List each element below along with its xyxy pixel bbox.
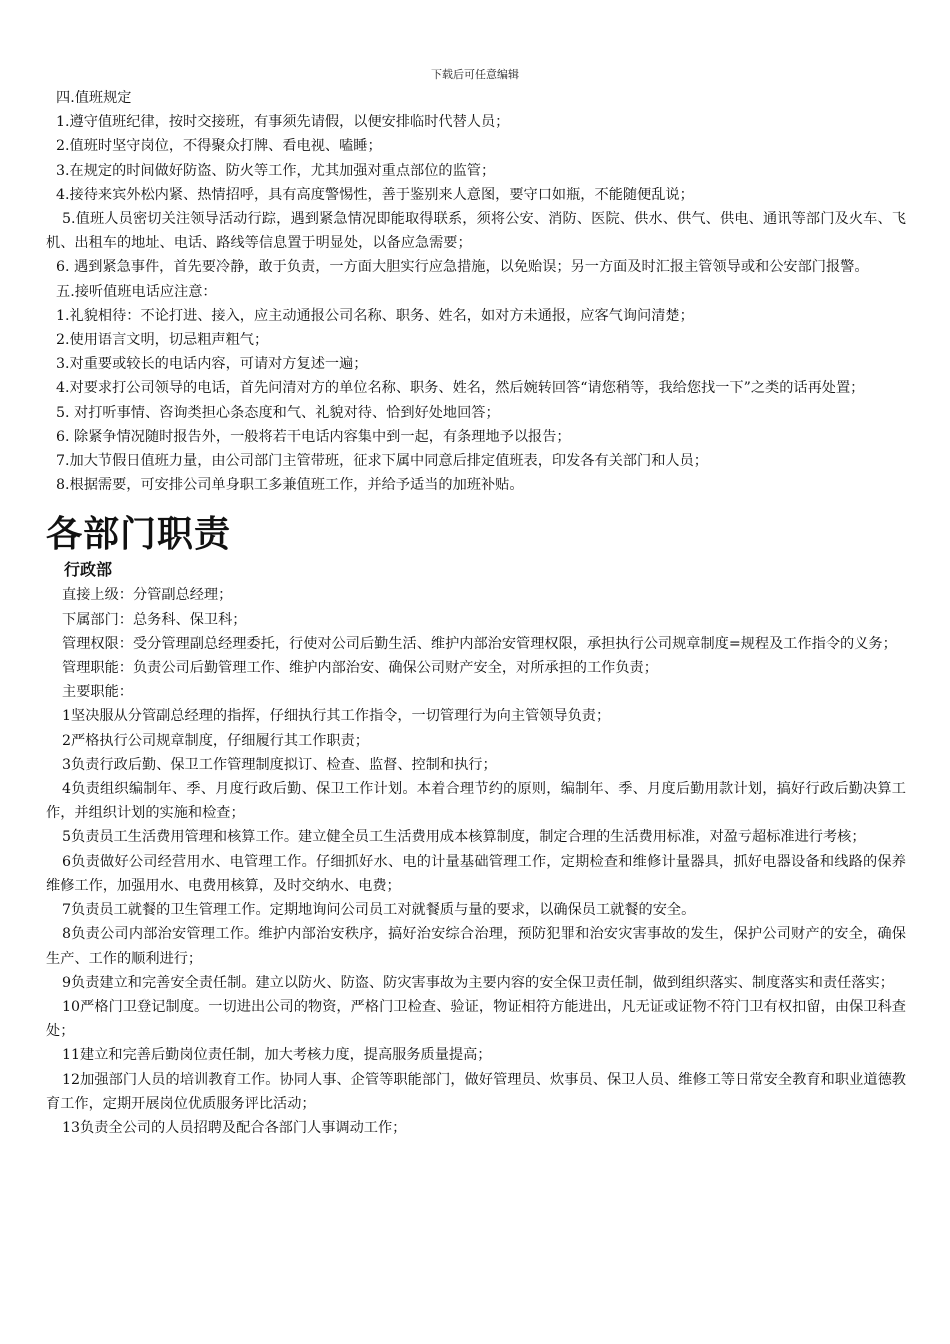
admin-duty-item: 7负责员工就餐的卫生管理工作。定期地询问公司员工对就餐质与量的要求，以确保员工就餐的安全。 — [62, 902, 696, 919]
admin-duty-item: 6负责做好公司经营用水、电管理工作。仔细抓好水、电的计量基础管理工作，定期检查和维修计量器具，抓好电器设备和线路的保养维修工作，加强用水、电费用核算，及时交纳水、电费； — [46, 853, 906, 894]
admin-duty-item: 11建立和完善后勤岗位责任制，加大考核力度，提高服务质量提高； — [62, 1047, 492, 1064]
admin-duties-label: 主要职能： — [62, 684, 133, 701]
section-4-item: 3.在规定的时间做好防盗、防火等工作，尤其加强对重点部位的监管； — [56, 162, 496, 179]
admin-duty-item: 4负责组织编制年、季、月度行政后勤、保卫工作计划。本着合理节约的原则，编制年、季、月度后勤用款计划，搞好行政后勤决算工作，并组织计划的实施和检查； — [46, 781, 906, 822]
section-4-item: 6. 遇到紧急事件，首先要冷静，敢于负责，一方面大胆实行应急措施，以免贻误；另一方面及时汇报主管领导或和公安部门报警。 — [56, 259, 869, 276]
admin-duty-item: 5负责员工生活费用管理和核算工作。建立健全员工生活费用成本核算制度，制定合理的生活费用标准，对盈亏超标准进行考核； — [62, 829, 866, 846]
section-5-item: 3.对重要或较长的电话内容，可请对方复述一遍； — [56, 356, 368, 373]
admin-duty-item: 10严格门卫登记制度。一切进出公司的物资，严格门卫检查、验证，物证相符方能进出，凡无证或证物不符门卫有权扣留，由保卫科查处； — [46, 998, 906, 1040]
admin-dept-heading: 行政部 — [64, 560, 113, 580]
section-4-item: 4.接待来宾外松内紧、热情招呼，具有高度警惕性，善于鉴别来人意图，要守口如瓶，不能随便乱说； — [56, 186, 694, 203]
admin-duty-item: 1坚决服从分管副总经理的指挥，仔细执行其工作指令，一切管理行为向主管领导负责； — [62, 708, 611, 725]
section-4-item: 1.遵守值班纪律，按时交接班，有事须先请假，以便安排临时代替人员； — [56, 114, 510, 131]
page-header: 下载后可任意编辑 — [431, 68, 519, 81]
admin-duty-item: 2严格执行公司规章制度，仔细履行其工作职责； — [62, 732, 369, 749]
admin-duty-item: 12加强部门人员的培训教育工作。协同人事、企管等职能部门，做好管理员、炊事员、保卫人员、维修工等日常安全教育和职业道德教育工作，定期开展岗位优质服务评比活动； — [46, 1071, 906, 1112]
section-5-item: 1.礼貌相待：不论打进、接入，应主动通报公司名称、职务、姓名，如对方未通报，应客气询问清楚； — [56, 307, 694, 324]
section-5-item: 8.根据需要，可安排公司单身职工多兼值班工作，并给予适当的加班补贴。 — [56, 477, 524, 494]
admin-superior: 直接上级：分管副总经理； — [62, 587, 233, 604]
admin-duty-item: 9负责建立和完善安全责任制。建立以防火、防盗、防灾害事故为主要内容的安全保卫责任制，做到组织落实、制度落实和责任落实； — [62, 974, 894, 991]
admin-authority: 管理权限：受分管理副总经理委托，行使对公司后勤生活、维护内部治安管理权限，承担执行公司规章制度=规程及工作指令的义务； — [62, 635, 897, 652]
departments-heading: 各部门职责 — [46, 514, 232, 556]
section-4-item: 2.值班时坚守岗位，不得聚众打牌、看电视、嗑睡； — [56, 138, 382, 155]
section-5-item: 2.使用语言文明，切忌粗声粗气； — [56, 332, 269, 349]
admin-subordinate: 下属部门：总务科、保卫科； — [62, 611, 247, 628]
admin-function: 管理职能：负责公司后勤管理工作、维护内部治安、确保公司财产安全，对所承担的工作负责； — [62, 660, 658, 677]
section-5-item: 5. 对打听事情、咨询类担心条态度和气、礼貌对待、恰到好处地回答； — [56, 404, 500, 421]
section-5-item: 7.加大节假日值班力量，由公司部门主管带班，征求下属中同意后排定值班表，印发各有关部门和人员； — [56, 453, 708, 470]
section-5-title: 五.接听值班电话应注意： — [56, 283, 217, 300]
section-4-item: 5.值班人员密切关注领导活动行踪，遇到紧急情况即能取得联系，须将公安、消防、医院、供水、供气、供电、通讯等部门及火车、飞机、出租车的地址、电话、路线等信息置于明显处，以备应急需要； — [46, 211, 906, 252]
section-5-item: 4.对要求打公司领导的电话，首先问清对方的单位名称、职务、姓名，然后婉转回答“请您稍等，我给您找一下”之类的话再处置； — [56, 380, 865, 397]
admin-duty-item: 3负责行政后勤、保卫工作管理制度拟订、检查、监督、控制和执行； — [62, 756, 497, 773]
admin-duty-item: 8负责公司内部治安管理工作。维护内部治安秩序，搞好治安综合治理，预防犯罪和治安灾害事故的发生，保护公司财产的安全，确保生产、工作的顺利进行； — [46, 926, 906, 967]
admin-duty-item: 13负责全公司的人员招聘及配合各部门人事调动工作； — [62, 1119, 407, 1136]
document-body — [46, 86, 906, 1140]
section-5-item: 6. 除紧争情况随时报告外，一般将若干电话内容集中到一起，有条理地予以报告； — [56, 428, 571, 445]
section-4-title: 四.值班规定 — [56, 90, 132, 106]
